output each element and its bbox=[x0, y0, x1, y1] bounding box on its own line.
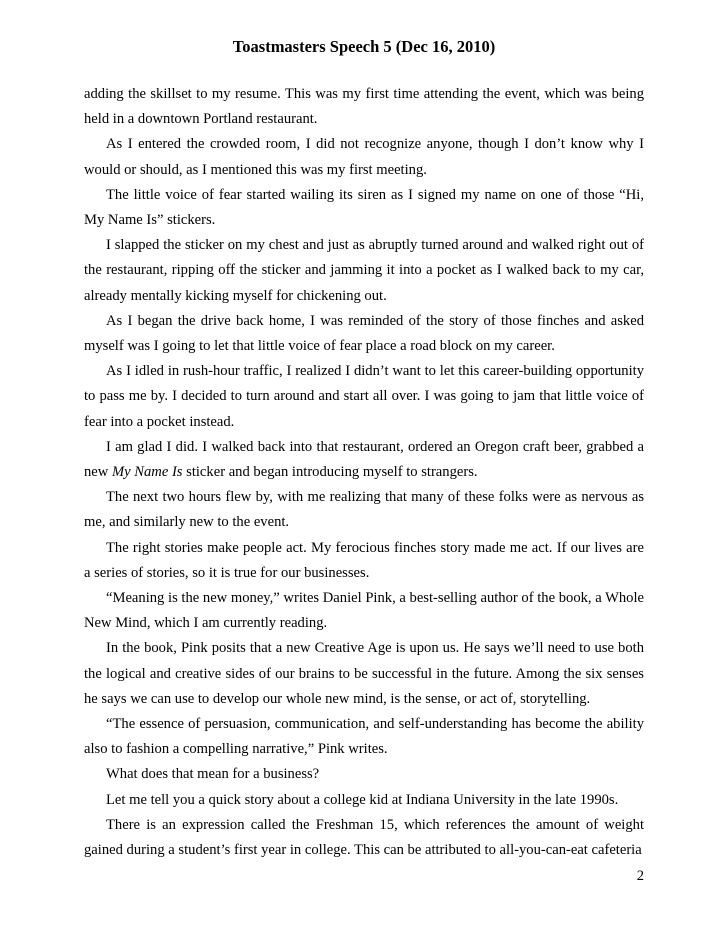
paragraph-7-text-after: sticker and began introducing myself to strangers. bbox=[182, 464, 478, 481]
paragraph-7 bbox=[84, 435, 644, 485]
document-body bbox=[84, 82, 644, 863]
paragraph-9: The right stories make people act. My ferocious finches story made me act. If our lives are a series of stories, so it is true for our businesses. bbox=[84, 539, 644, 581]
paragraph-15: There is an expression called the Freshman 15, which references the amount of weight gained during a student’s first year in college. This can be attributed to all-you-can-eat cafeteria bbox=[84, 816, 644, 859]
page-number: 2 bbox=[636, 868, 644, 884]
paragraph-2: As I entered the crowded room, I did not recognize anyone, though I don’t know why I would or should, as I mentioned this was my first meeting. bbox=[84, 136, 644, 178]
paragraph-3: The little voice of fear started wailing its siren as I signed my name on one of those “Hi, My Name Is” stickers. bbox=[84, 186, 644, 229]
paragraph-8: The next two hours flew by, with me realizing that many of these folks were as nervous as me, and similarly new to the event. bbox=[84, 489, 644, 531]
paragraph-6: As I idled in rush-hour traffic, I realized I didn’t want to let this career-building opportunity to pass me by. I decided to turn around and start all over. I was going to jam that little voice of fear into a pocket instead. bbox=[84, 363, 644, 430]
page-title: Toastmasters Speech 5 (Dec 16, 2010) bbox=[232, 37, 496, 56]
paragraph-1: adding the skillset to my resume. This was my first time attending the event, which was being held in a downtown Portland restaurant. bbox=[84, 86, 644, 128]
paragraph-13: What does that mean for a business? bbox=[106, 766, 320, 783]
paragraph-10: “Meaning is the new money,” writes Daniel Pink, a best-selling author of the book, a Whole New Mind, which I am currently reading. bbox=[84, 590, 644, 632]
paragraph-4: I slapped the sticker on my chest and just as abruptly turned around and walked right out of the restaurant, ripping off the sticker and jamming it into a pocket as I walked back to my car, already mentally kicking myself for chickening out. bbox=[84, 237, 644, 304]
paragraph-12: “The essence of persuasion, communication, and self-understanding has become the ability also to fashion a compelling narrative,” Pink writes. bbox=[84, 716, 644, 758]
paragraph-7-text-before: I am glad I did. I walked back into that restaurant, ordered an Oregon craft beer, grabbed a new bbox=[84, 438, 644, 481]
paragraph-14: Let me tell you a quick story about a college kid at Indiana University in the late 1990s. bbox=[106, 791, 619, 808]
paragraph-11: In the book, Pink posits that a new Creative Age is upon us. He says we’ll need to use both the logical and creative sides of our brains to be successful in the future. Among the six senses he says we can use to develop our whole new mind, is the sense, or act of, storytelling. bbox=[84, 640, 644, 707]
paragraph-5: As I began the drive back home, I was reminded of the story of those finches and asked myself was I going to let that little voice of fear place a road block on my career. bbox=[84, 312, 644, 355]
my-name-is-italic: My Name Is bbox=[111, 464, 183, 481]
